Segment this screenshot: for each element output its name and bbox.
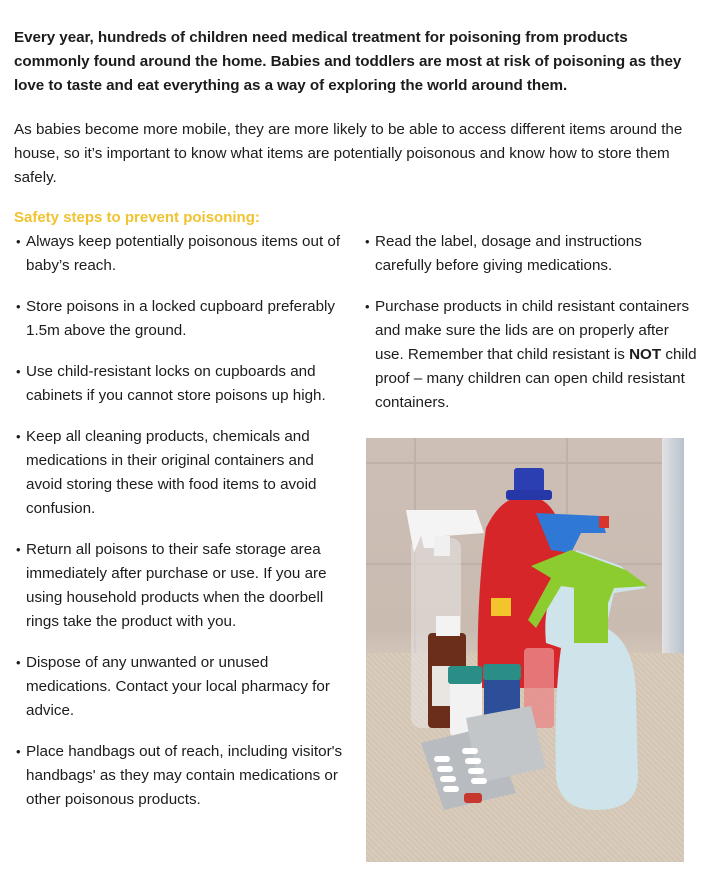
safety-steps-right-column (365, 230, 700, 432)
list-item-text: Read the label, dosage and instructions carefully before giving medications. (375, 233, 642, 274)
list-item (16, 740, 351, 812)
list-item-text (375, 298, 697, 411)
section-heading: Safety steps to prevent poisoning: (14, 209, 260, 226)
list-item-text: Keep all cleaning products, chemicals and medications in their original containers and avoid storing these with food items to avoid confusion. (26, 428, 317, 517)
text-after: child proof – many children can open child resistant containers. (375, 346, 697, 411)
list-item (16, 360, 351, 408)
safety-steps-left-column (16, 230, 351, 829)
list-item-text: Return all poisons to their safe storage area immediately after purchase or use. If you are using household products when the doorbell rings take the product with you. (26, 541, 327, 630)
list-item-text: Dispose of any unwanted or unused medications. Contact your local pharmacy for advice. (26, 654, 330, 719)
list-item-text: Store poisons in a locked cupboard preferably 1.5m above the ground. (26, 298, 336, 339)
products-illustration-icon (366, 438, 684, 862)
list-item-text: Place handbags out of reach, including visitor's handbags' as they may contain medications or other poisonous products. (26, 743, 343, 808)
bullet-icon: • (16, 542, 21, 557)
list-item (365, 230, 700, 278)
household-poisons-photo (366, 438, 684, 862)
bullet-icon: • (365, 299, 370, 314)
list-item (16, 295, 351, 343)
bullet-icon: • (365, 234, 370, 249)
intro-body-paragraph: As babies become more mobile, they are more likely to be able to access different items around the house, so it’s important to know what items are potentially poisonous and know how to store them safely. (14, 121, 683, 187)
list-item (16, 425, 351, 521)
bullet-icon: • (16, 655, 21, 670)
list-item (16, 538, 351, 634)
list-item (16, 230, 351, 278)
bullet-icon: • (16, 234, 21, 249)
bullet-icon: • (16, 429, 21, 444)
list-item-text: Always keep potentially poisonous items out of baby’s reach. (26, 233, 341, 274)
text-before: Purchase products in child resistant containers and make sure the lids are on properly after use. Remember that child resistant is (375, 298, 690, 363)
bullet-icon: • (16, 744, 21, 759)
list-item (16, 651, 351, 723)
bullet-icon: • (16, 364, 21, 379)
emphasis-not: NOT (629, 346, 662, 363)
intro-bold-paragraph: Every year, hundreds of children need medical treatment for poisoning from products commonly found around the home. Babies and toddlers are most at risk of poisoning as they love to taste and eat everything as a way of exploring the world around them. (14, 29, 682, 95)
bullet-icon: • (16, 299, 21, 314)
list-item-text: Use child-resistant locks on cupboards and cabinets if you cannot store poisons up high. (26, 363, 326, 404)
list-item (365, 295, 700, 415)
